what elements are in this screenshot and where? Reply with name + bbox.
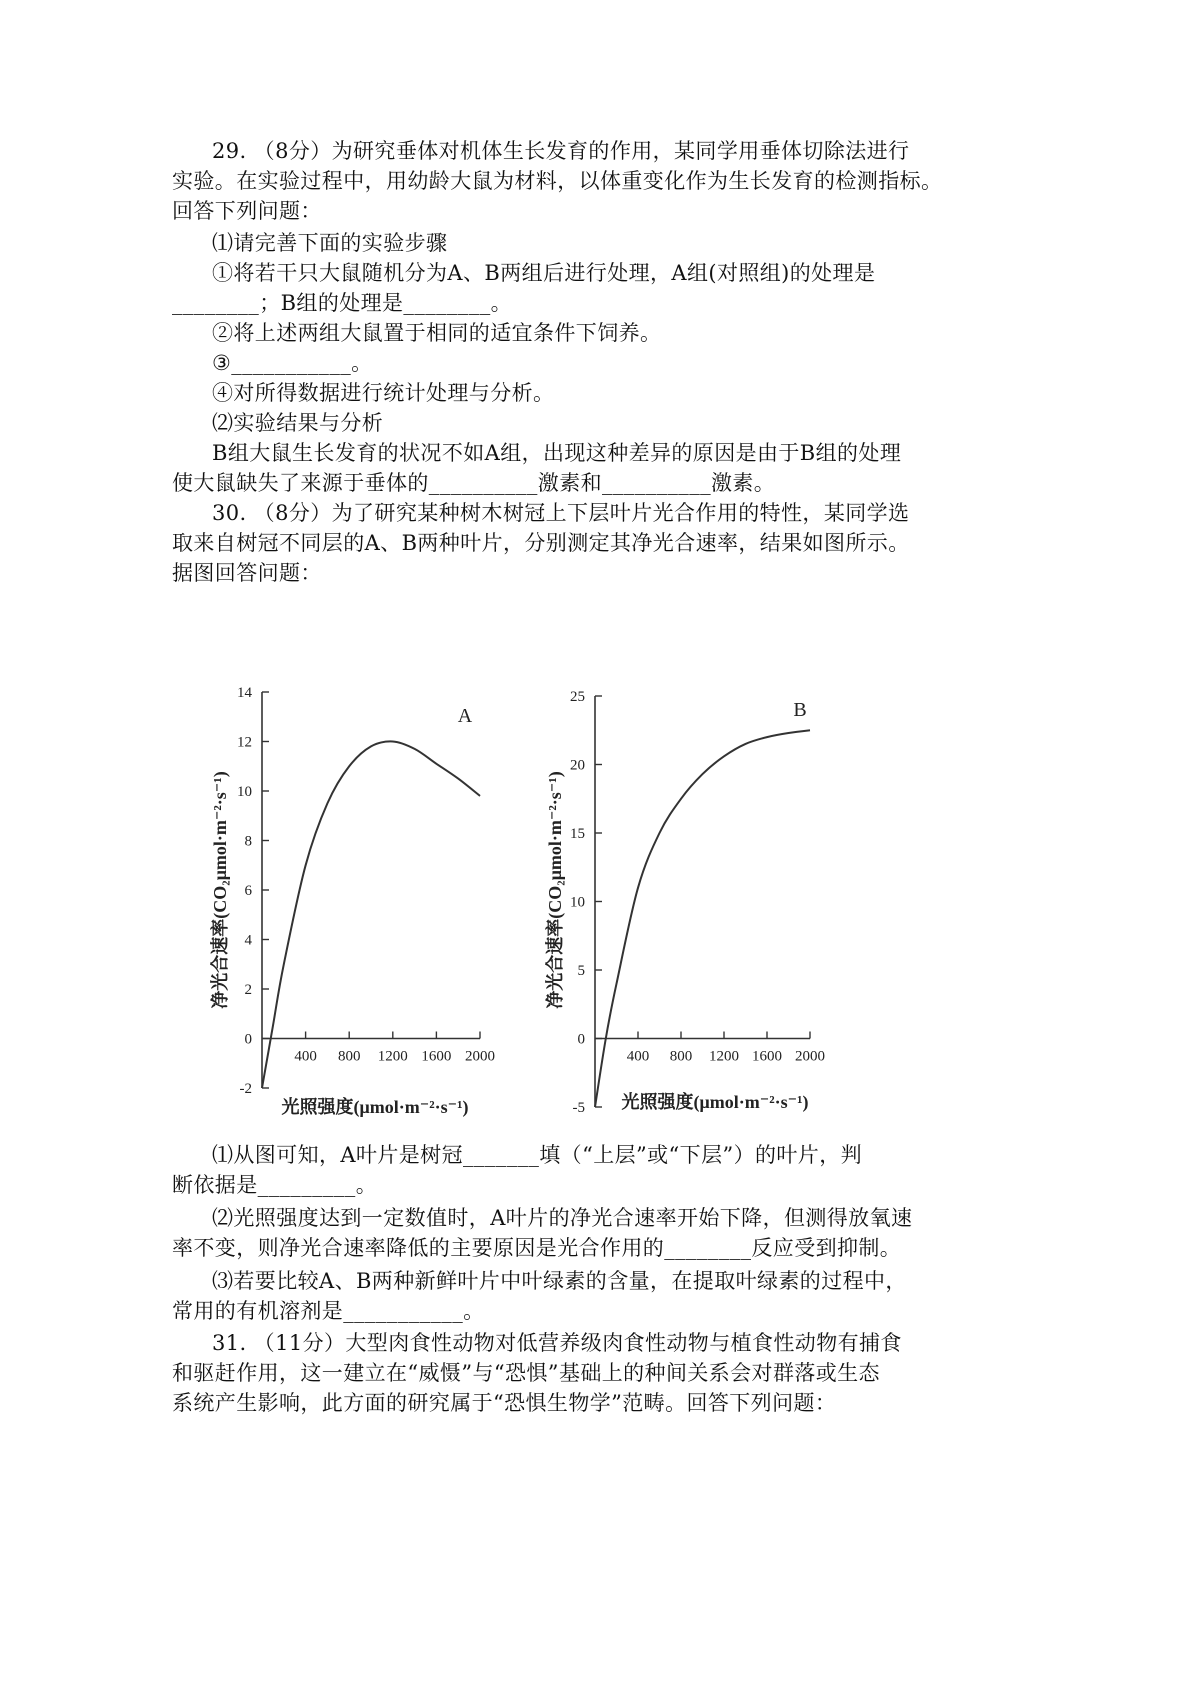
chart-a-ytick-label: 10 bbox=[237, 784, 252, 800]
chart-b-xtick-label: 2000 bbox=[795, 1048, 825, 1065]
chart-a-ytick-label: -2 bbox=[239, 1081, 252, 1097]
chart-a-ytick-label: 6 bbox=[244, 883, 252, 899]
q30-qa2: 断依据是_________。 bbox=[172, 1173, 378, 1197]
q29-step3: ③___________。 bbox=[212, 351, 373, 375]
chart-a bbox=[200, 680, 510, 1130]
chart-a-ytick-label: 0 bbox=[244, 1031, 252, 1048]
chart-b-plot bbox=[570, 689, 825, 1116]
chart-a-xtick-label: 1200 bbox=[377, 1048, 408, 1065]
q30-qa1: ⑴从图可知，A叶片是树冠_______填（“上层”或“下层”）的叶片，判 bbox=[212, 1143, 863, 1167]
chart-a-ytick-label: 14 bbox=[237, 685, 252, 701]
q29-step4: ④对所得数据进行统计处理与分析。 bbox=[212, 381, 555, 405]
q30-line3: 据图回答问题： bbox=[172, 561, 322, 585]
chart-a-ylabel: 净光合速率(CO₂μmol·m⁻²·s⁻¹) bbox=[210, 771, 230, 1009]
q29-result2: 使大鼠缺失了来源于垂体的__________激素和__________激素。 bbox=[172, 471, 776, 495]
q29-sub1-title: ⑴请完善下面的实验步骤 bbox=[212, 231, 448, 255]
q29-line2: 实验。在实验过程中，用幼龄大鼠为材料，以体重变化作为生长发育的检测指标。 bbox=[172, 169, 943, 193]
chart-a-series-line bbox=[262, 741, 480, 1088]
chart-b-xtick-label: 400 bbox=[626, 1048, 650, 1065]
chart-a-xtick-label: 400 bbox=[294, 1048, 317, 1065]
q31-line2: 和驱赶作用，这一建立在“威慑”与“恐惧”基础上的种间关系会对群落或生态 bbox=[172, 1361, 880, 1385]
chart-b-ytick-label: 15 bbox=[570, 826, 585, 842]
q29-sub2-title: ⑵实验结果与分析 bbox=[212, 411, 384, 435]
chart-a-xtick-label: 1600 bbox=[421, 1048, 452, 1065]
chart-a-ytick-label: 2 bbox=[244, 982, 252, 998]
q30-qb1: ⑵光照强度达到一定数值时，A叶片的净光合速率开始下降，但测得放氧速 bbox=[212, 1206, 913, 1230]
chart-a-xtick-label: 2000 bbox=[465, 1048, 495, 1065]
chart-a-xlabel: 光照强度(μmol·m⁻²·s⁻¹) bbox=[281, 1097, 469, 1117]
chart-b-ytick-label: 5 bbox=[577, 963, 585, 979]
q29-step1a: ①将若干只大鼠随机分为A、B两组后进行处理，A组(对照组)的处理是 bbox=[212, 261, 876, 285]
chart-a-xtick-label: 800 bbox=[337, 1048, 361, 1065]
chart-a-ytick-label: 4 bbox=[244, 932, 252, 949]
chart-b-ytick-label: 20 bbox=[570, 757, 585, 774]
chart-b-xtick-label: 1600 bbox=[752, 1048, 782, 1065]
q30-qc1: ⑶若要比较A、B两种新鲜叶片中叶绿素的含量，在提取叶绿素的过程中， bbox=[212, 1269, 907, 1293]
q29-step1b: ________；B组的处理是________。 bbox=[172, 291, 513, 315]
chart-b-ytick-label: 10 bbox=[570, 894, 585, 911]
q29-line3: 回答下列问题： bbox=[172, 199, 322, 223]
q30-line2: 取来自树冠不同层的A、B两种叶片，分别测定其净光合速率，结果如图所示。 bbox=[172, 531, 910, 555]
q30-qc2: 常用的有机溶剂是___________。 bbox=[172, 1299, 485, 1323]
chart-b bbox=[535, 680, 855, 1130]
chart-b-ytick-label: -5 bbox=[572, 1100, 585, 1116]
chart-b-ytick-label: 0 bbox=[577, 1031, 585, 1048]
q29-line1: 29. （8分）为研究垂体对机体生长发育的作用，某同学用垂体切除法进行 bbox=[212, 139, 910, 163]
chart-a-ytick-label: 8 bbox=[244, 833, 252, 850]
q29-step2: ②将上述两组大鼠置于相同的适宜条件下饲养。 bbox=[212, 321, 662, 345]
chart-b-ytick-label: 25 bbox=[570, 689, 585, 705]
q31-line3: 系统产生影响，此方面的研究属于“恐惧生物学”范畴。回答下列问题： bbox=[172, 1391, 837, 1415]
chart-a-ytick-label: 12 bbox=[237, 734, 252, 751]
q29-result1: B组大鼠生长发育的状况不如A组，出现这种差异的原因是由于B组的处理 bbox=[212, 441, 902, 465]
chart-b-xtick-label: 800 bbox=[669, 1048, 693, 1065]
chart-a-plot bbox=[237, 685, 495, 1097]
chart-b-xtick-label: 1200 bbox=[709, 1048, 739, 1065]
chart-b-xlabel: 光照强度(μmol·m⁻²·s⁻¹) bbox=[621, 1092, 809, 1112]
q31-line1: 31. （11分）大型肉食性动物对低营养级肉食性动物与植食性动物有捕食 bbox=[212, 1331, 902, 1355]
q30-line1: 30. （8分）为了研究某种树木树冠上下层叶片光合作用的特性，某同学选 bbox=[212, 501, 910, 525]
chart-b-title: B bbox=[793, 699, 807, 721]
chart-a-title: A bbox=[457, 705, 473, 727]
chart-b-ylabel: 净光合速率(CO₂μmol·m⁻²·s⁻¹) bbox=[545, 771, 565, 1009]
q30-qb2: 率不变，则净光合速率降低的主要原因是光合作用的________反应受到抑制。 bbox=[172, 1236, 902, 1260]
